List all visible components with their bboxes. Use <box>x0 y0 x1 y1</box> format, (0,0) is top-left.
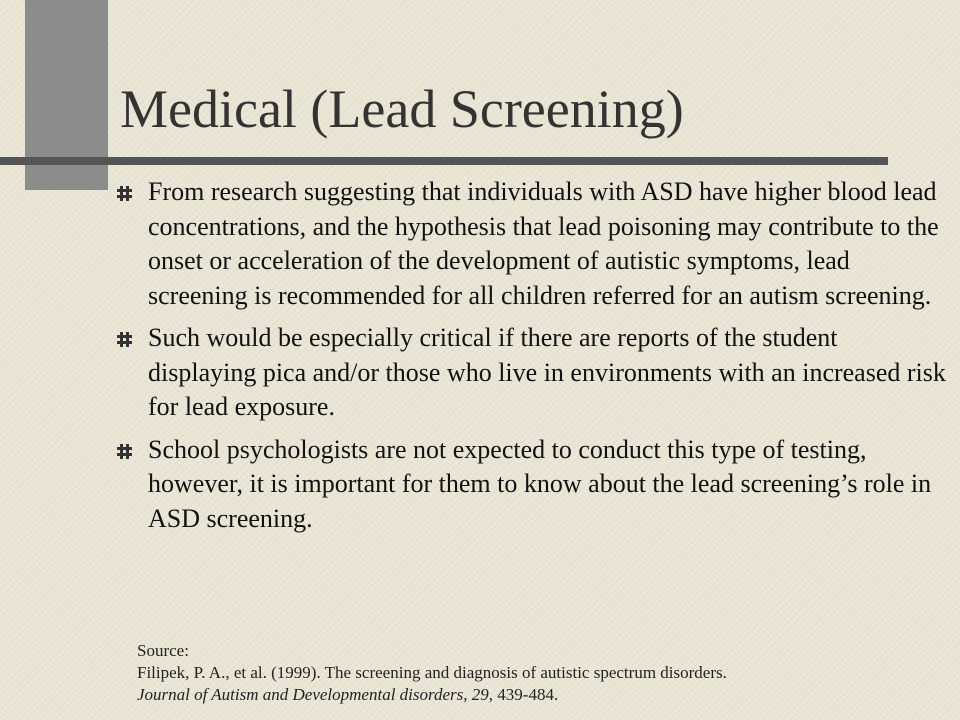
source-label: Source: <box>137 641 189 660</box>
hash-bullet-icon <box>117 444 132 459</box>
hash-bullet-icon <box>117 186 132 201</box>
bullet-item <box>148 321 948 425</box>
bullet-text: School psychologists are not expected to conduct this type of testing, however, it is important for them to know about the lead screening’s role in ASD screening. <box>148 434 932 533</box>
decorative-horizontal-rule <box>0 157 888 165</box>
bullet-text: Such would be especially critical if there are reports of the student displaying pica and/or those who live in environments with an increased risk for lead exposure. <box>148 323 946 421</box>
hash-bullet-icon <box>117 332 132 347</box>
bullet-text: From research suggesting that individuals with ASD have higher blood lead concentrations, and the hypothesis that lead poisoning may contribute to the onset or acceleration of the development of autistic symptoms, lead screening is recommended for all children referred for an autism screening. <box>148 177 939 310</box>
source-journal: Journal of Autism and Developmental disorders, 29 <box>137 685 489 704</box>
source-citation <box>137 640 937 706</box>
bullet-item <box>148 175 948 313</box>
bullet-item <box>148 433 948 537</box>
source-journal-line <box>137 684 937 706</box>
bullet-list <box>148 175 948 544</box>
slide-title: Medical (Lead Screening) <box>120 79 684 139</box>
source-pages: , 439-484. <box>488 685 559 704</box>
source-reference: Filipek, P. A., et al. (1999). The screening and diagnosis of autistic spectrum disorders. <box>137 663 727 682</box>
